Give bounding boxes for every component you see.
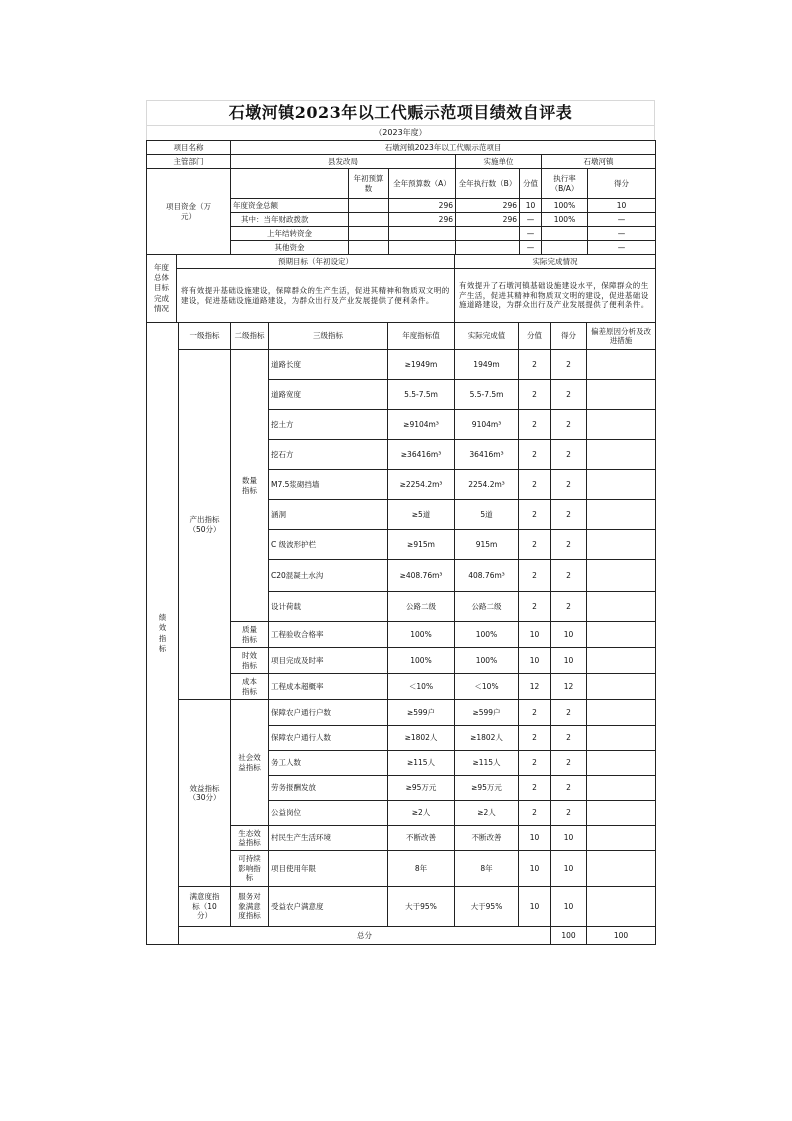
- funds-row-value: —: [520, 241, 542, 255]
- funds-row-exec: 296: [456, 213, 520, 227]
- indicator-value: 2: [519, 751, 551, 776]
- funds-row-label: 其他资金: [231, 241, 349, 255]
- funds-row-full: 296: [389, 199, 456, 213]
- funds-row-full: 296: [389, 213, 456, 227]
- indicator-score: 2: [551, 500, 587, 530]
- indicator-reason: [587, 700, 656, 726]
- indicator-target: ≥408.76m³: [388, 560, 455, 592]
- indicator-actual: ≥1802人: [455, 726, 519, 751]
- project-name-label: 项目名称: [147, 141, 231, 155]
- indicator-target: ＜10%: [388, 674, 455, 700]
- indicator-value: 2: [519, 592, 551, 622]
- funds-row-rate: [542, 241, 588, 255]
- ecological-subgroup: 生态效益指标: [231, 826, 269, 851]
- actual-goal-text: 有效提升了石墩河镇基础设施建设水平，保障群众的生产生活，促进其精神和物质双文明的建设，促进基础设施道路建设，为群众出行及产业发展提供了便利条件。: [455, 269, 656, 323]
- indicator-name: 道路长度: [269, 350, 388, 380]
- funds-label: 项目资金（万元）: [147, 169, 231, 255]
- funds-row-initial: [349, 213, 389, 227]
- indicator-target: ≥599户: [388, 700, 455, 726]
- funds-row-full: [389, 227, 456, 241]
- indicator-actual: ≥95万元: [455, 776, 519, 801]
- sustainable-subgroup: 可持续影响指标: [231, 851, 269, 887]
- actual-header: 实际完成值: [455, 323, 519, 350]
- indicator-actual: 100%: [455, 622, 519, 648]
- funds-row-exec: 296: [456, 199, 520, 213]
- funds-row-initial: [349, 227, 389, 241]
- indicator-score: 10: [551, 887, 587, 927]
- indicator-actual: ≥2人: [455, 801, 519, 826]
- indicator-reason: [587, 674, 656, 700]
- indicator-name: 挖石方: [269, 440, 388, 470]
- indicator-name: 挖土方: [269, 410, 388, 440]
- indicator-name: 设计荷载: [269, 592, 388, 622]
- indicator-actual: 8年: [455, 851, 519, 887]
- document-year: （2023年度）: [146, 125, 655, 140]
- funds-row-initial: [349, 199, 389, 213]
- indicator-score: 2: [551, 801, 587, 826]
- indicator-value: 12: [519, 674, 551, 700]
- funds-row-rate: 100%: [542, 213, 588, 227]
- indicator-name: 项目使用年限: [269, 851, 388, 887]
- indicator-reason: [587, 622, 656, 648]
- indicator-reason: [587, 801, 656, 826]
- indicator-score: 10: [551, 622, 587, 648]
- indicator-score: 2: [551, 350, 587, 380]
- level1-header: 一级指标: [179, 323, 231, 350]
- goals-content-row: [147, 269, 656, 323]
- indicator-score: 2: [551, 380, 587, 410]
- level2-header: 二级指标: [231, 323, 269, 350]
- satisfaction-group: 满意度指标（10分）: [179, 887, 231, 927]
- indicator-value: 10: [519, 622, 551, 648]
- indicator-target: ≥115人: [388, 751, 455, 776]
- indicator-actual: 36416m³: [455, 440, 519, 470]
- indicator-value: 10: [519, 851, 551, 887]
- indicator-name: C20混凝土水沟: [269, 560, 388, 592]
- goals-label: 年度总体目标完成情况: [147, 255, 177, 323]
- indicator-actual: 9104m³: [455, 410, 519, 440]
- total-score: 100: [587, 927, 656, 945]
- service-subgroup: 服务对象满意度指标: [231, 887, 269, 927]
- indicator-value: 2: [519, 440, 551, 470]
- indicator-actual: 2254.2m³: [455, 470, 519, 500]
- indicator-score: 10: [551, 826, 587, 851]
- indicator-actual: 408.76m³: [455, 560, 519, 592]
- indicator-name: C 级波形护栏: [269, 530, 388, 560]
- target-header: 年度指标值: [388, 323, 455, 350]
- funds-row-rate: [542, 227, 588, 241]
- funds-row-score: 10: [588, 199, 656, 213]
- funds-row-label: 上年结转资金: [231, 227, 349, 241]
- funds-row-score: —: [588, 213, 656, 227]
- indicator-score: 2: [551, 726, 587, 751]
- output-group: 产出指标（50分）: [179, 350, 231, 700]
- indicator-name: 受益农户满意度: [269, 887, 388, 927]
- quality-subgroup: 质量指标: [231, 622, 269, 648]
- indicator-name: 保障农户通行人数: [269, 726, 388, 751]
- indicator-reason: [587, 887, 656, 927]
- indicator-score: 2: [551, 592, 587, 622]
- indicator-reason: [587, 470, 656, 500]
- indicator-score: 2: [551, 751, 587, 776]
- indicator-reason: [587, 440, 656, 470]
- funds-row-initial: [349, 241, 389, 255]
- indicator-target: 大于95%: [388, 887, 455, 927]
- indicator-value: 2: [519, 500, 551, 530]
- indicator-value: 2: [519, 350, 551, 380]
- indicator-score: 2: [551, 530, 587, 560]
- indicator-reason: [587, 826, 656, 851]
- indicator-name: 保障农户通行户数: [269, 700, 388, 726]
- indicator-value: 2: [519, 410, 551, 440]
- indicator-actual: 不断改善: [455, 826, 519, 851]
- indicator-value: 2: [519, 726, 551, 751]
- funds-row-label: 其中：当年财政拨款: [231, 213, 349, 227]
- goals-table: [146, 254, 656, 323]
- indicator-value: 2: [519, 776, 551, 801]
- indicator-target: ≥915m: [388, 530, 455, 560]
- indicator-target: 公路二级: [388, 592, 455, 622]
- unit-label: 实施单位: [456, 155, 542, 169]
- project-name: 石墩河镇2023年以工代赈示范项目: [231, 141, 656, 155]
- indicator-target: 8年: [388, 851, 455, 887]
- indicator-reason: [587, 560, 656, 592]
- indicator-value: 2: [519, 530, 551, 560]
- indicator-row: [147, 700, 656, 726]
- executed-header: 全年执行数（B）: [456, 169, 520, 199]
- funds-row-score: —: [588, 227, 656, 241]
- indicator-actual: ≥599户: [455, 700, 519, 726]
- indicator-target: ≥1949m: [388, 350, 455, 380]
- indicator-header-row: [147, 323, 656, 350]
- expected-goal-header: 预期目标（年初设定）: [177, 255, 455, 269]
- perf-label: 绩效指标: [147, 323, 179, 945]
- indicator-score: 2: [551, 560, 587, 592]
- indicator-actual: 5.5-7.5m: [455, 380, 519, 410]
- initial-budget-header: 年初预算数: [349, 169, 389, 199]
- expected-goal-text: 将有效提升基础设施建设，保障群众的生产生活，促进其精神和物质双文明的建设，促进基础设施道路建设，为群众出行及产业发展提供了便利条件。: [177, 269, 455, 323]
- indicator-reason: [587, 350, 656, 380]
- value-header: 分值: [519, 323, 551, 350]
- goals-header-row: [147, 255, 656, 269]
- full-budget-header: 全年预算数（A）: [389, 169, 456, 199]
- indicator-score: 2: [551, 700, 587, 726]
- indicator-table: [146, 322, 656, 945]
- indicator-target: 100%: [388, 622, 455, 648]
- funds-table: [146, 140, 656, 255]
- indicator-actual: 100%: [455, 648, 519, 674]
- indicator-actual: ≥115人: [455, 751, 519, 776]
- indicator-value: 2: [519, 700, 551, 726]
- indicator-actual: 公路二级: [455, 592, 519, 622]
- indicator-target: ≥2人: [388, 801, 455, 826]
- indicator-value: 2: [519, 380, 551, 410]
- total-label: 总分: [179, 927, 551, 945]
- indicator-target: 100%: [388, 648, 455, 674]
- project-name-row: [147, 141, 656, 155]
- dept-value: 县发改局: [231, 155, 456, 169]
- rate-header: 执行率（B/A）: [542, 169, 588, 199]
- indicator-target: ≥1802人: [388, 726, 455, 751]
- indicator-actual: ＜10%: [455, 674, 519, 700]
- indicator-name: 劳务报酬发放: [269, 776, 388, 801]
- score-header: 得分: [551, 323, 587, 350]
- indicator-value: 10: [519, 826, 551, 851]
- indicator-value: 2: [519, 801, 551, 826]
- indicator-score: 10: [551, 648, 587, 674]
- indicator-actual: 915m: [455, 530, 519, 560]
- indicator-score: 2: [551, 776, 587, 801]
- indicator-name: 务工人数: [269, 751, 388, 776]
- indicator-row: [147, 887, 656, 927]
- indicator-name: 项目完成及时率: [269, 648, 388, 674]
- funds-score-header: 得分: [588, 169, 656, 199]
- social-subgroup: 社会效益指标: [231, 700, 269, 826]
- indicator-value: 10: [519, 887, 551, 927]
- indicator-name: 道路宽度: [269, 380, 388, 410]
- reason-header: 偏差原因分析及改进措施: [587, 323, 656, 350]
- funds-row-value: —: [520, 213, 542, 227]
- cost-subgroup: 成本指标: [231, 674, 269, 700]
- indicator-target: 5.5-7.5m: [388, 380, 455, 410]
- indicator-score: 10: [551, 851, 587, 887]
- indicator-actual: 大于95%: [455, 887, 519, 927]
- benefit-group: 效益指标（30分）: [179, 700, 231, 887]
- indicator-reason: [587, 648, 656, 674]
- indicator-actual: 5道: [455, 500, 519, 530]
- indicator-reason: [587, 592, 656, 622]
- indicator-reason: [587, 726, 656, 751]
- score-value-header: 分值: [520, 169, 542, 199]
- indicator-reason: [587, 751, 656, 776]
- funds-row-full: [389, 241, 456, 255]
- indicator-actual: 1949m: [455, 350, 519, 380]
- funds-row-score: —: [588, 241, 656, 255]
- funds-row-exec: [456, 227, 520, 241]
- total-row: [147, 927, 656, 945]
- indicator-name: 公益岗位: [269, 801, 388, 826]
- dept-label: 主管部门: [147, 155, 231, 169]
- indicator-name: 工程成本超概率: [269, 674, 388, 700]
- indicator-target: 不断改善: [388, 826, 455, 851]
- indicator-reason: [587, 530, 656, 560]
- actual-goal-header: 实际完成情况: [455, 255, 656, 269]
- funds-row-exec: [456, 241, 520, 255]
- indicator-row: [147, 350, 656, 380]
- indicator-score: 2: [551, 470, 587, 500]
- level3-header: 三级指标: [269, 323, 388, 350]
- indicator-reason: [587, 500, 656, 530]
- funds-row-rate: 100%: [542, 199, 588, 213]
- timeliness-subgroup: 时效指标: [231, 648, 269, 674]
- funds-header-row: [147, 169, 656, 199]
- indicator-reason: [587, 380, 656, 410]
- indicator-value: 2: [519, 470, 551, 500]
- indicator-name: 工程验收合格率: [269, 622, 388, 648]
- indicator-name: M7.5浆砌挡墙: [269, 470, 388, 500]
- document-title: 石墩河镇2023年以工代赈示范项目绩效自评表: [146, 100, 655, 125]
- indicator-name: 涵洞: [269, 500, 388, 530]
- funds-row-value: —: [520, 227, 542, 241]
- funds-row-label: 年度资金总额: [231, 199, 349, 213]
- indicator-value: 2: [519, 560, 551, 592]
- indicator-score: 2: [551, 440, 587, 470]
- indicator-target: ≥2254.2m³: [388, 470, 455, 500]
- dept-row: [147, 155, 656, 169]
- funds-row-value: 10: [520, 199, 542, 213]
- indicator-score: 12: [551, 674, 587, 700]
- total-value: 100: [551, 927, 587, 945]
- indicator-target: ≥9104m³: [388, 410, 455, 440]
- indicator-reason: [587, 776, 656, 801]
- quantity-subgroup: 数量指标: [231, 350, 269, 622]
- indicator-reason: [587, 851, 656, 887]
- indicator-value: 10: [519, 648, 551, 674]
- indicator-target: ≥36416m³: [388, 440, 455, 470]
- unit-value: 石墩河镇: [542, 155, 656, 169]
- indicator-target: ≥95万元: [388, 776, 455, 801]
- indicator-name: 村民生产生活环境: [269, 826, 388, 851]
- indicator-reason: [587, 410, 656, 440]
- evaluation-sheet: [146, 100, 655, 945]
- indicator-target: ≥5道: [388, 500, 455, 530]
- indicator-score: 2: [551, 410, 587, 440]
